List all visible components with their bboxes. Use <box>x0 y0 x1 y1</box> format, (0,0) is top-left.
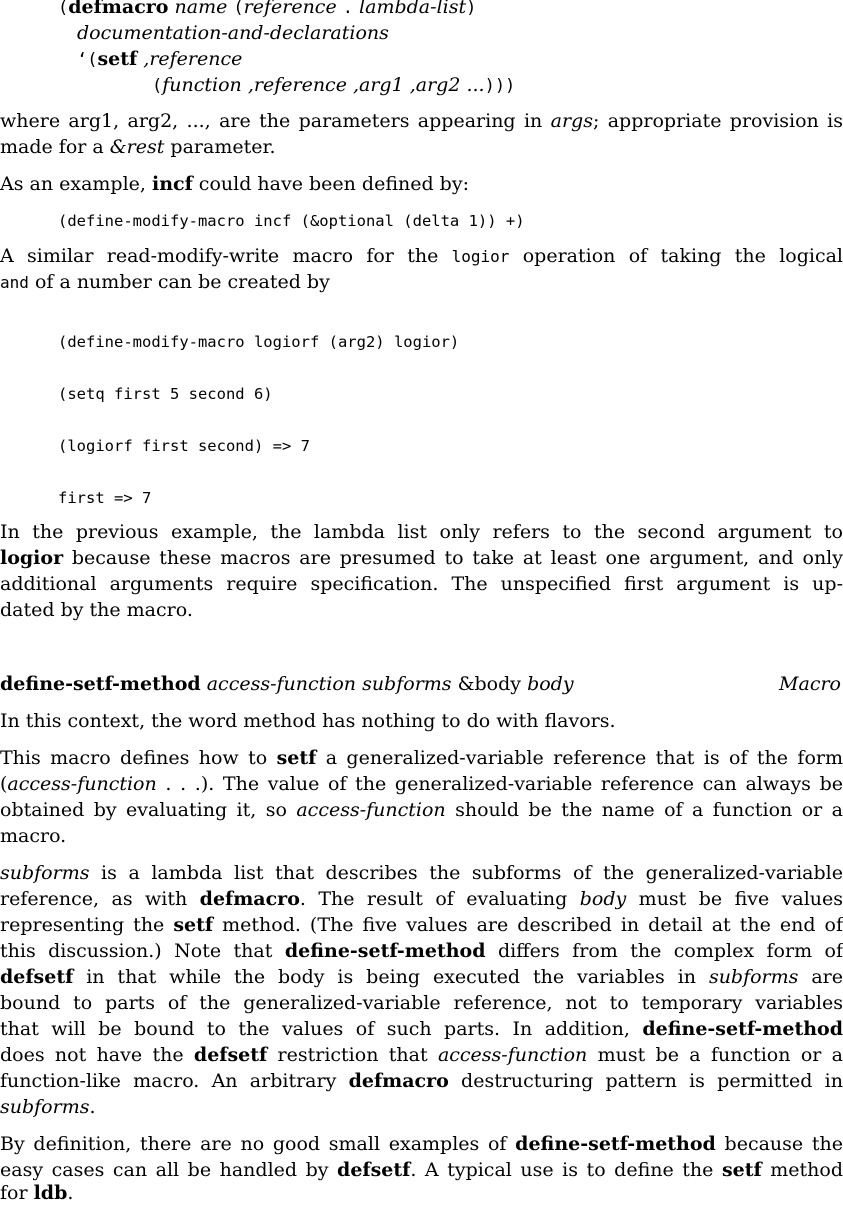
code-line: first => 7 <box>58 489 152 507</box>
param-function: function <box>162 74 242 96</box>
paren: ( <box>233 0 244 18</box>
param-args: ,reference ,arg1 ,arg2 ... <box>247 74 485 96</box>
para-1-line-2: made for a &rest parameter. <box>0 136 276 158</box>
term-rest: &rest <box>109 136 165 158</box>
code-line: (setq first 5 second 6) <box>58 385 273 403</box>
paren: ))) <box>484 76 516 96</box>
dot: . <box>342 0 353 18</box>
body-keyword: &body <box>457 673 522 695</box>
paren: ( <box>152 76 163 96</box>
param-lambda-list: lambda-list <box>359 0 467 18</box>
template-line-1 <box>58 0 476 18</box>
para-8-line-1: By definition, there are no good small examples of define-setf-method because the <box>0 1133 843 1155</box>
term-defsetf: defsetf <box>0 966 74 988</box>
definition-args: access-function subforms <box>206 673 452 695</box>
term-access-function: access-function <box>437 1044 588 1066</box>
term-access-function: access-function <box>296 799 446 821</box>
para-7-line-4: this discussion.) Note that define-setf-method differs from the complex form of <box>0 940 843 962</box>
param-reference: reference <box>243 0 337 18</box>
para-1-line-1: where arg1, arg2, ..., are the parameters appearing in args; appropriate provision is <box>0 110 843 132</box>
para-7-line-7: that will be bound to the values of such parts. In addition, define-setf-method <box>0 1018 843 1040</box>
definition-kind: Macro <box>779 673 841 695</box>
definition-name: define-setf-method <box>0 673 201 695</box>
template-line-4 <box>152 74 515 96</box>
term-subforms: subforms <box>0 1096 90 1118</box>
term-incf: incf <box>151 173 193 195</box>
term-setf: setf <box>721 1159 762 1181</box>
para-6-line-4: macro. <box>0 825 67 847</box>
term-subforms: subforms <box>0 862 90 884</box>
para-3-line-1: A similar read-modify-write macro for the logior operation of taking the logical <box>0 245 843 267</box>
para-2: As an example, incf could have been defined by: <box>0 173 469 195</box>
code-example-incf: (define-modify-macro incf (&optional (delta 1)) +) <box>58 212 525 230</box>
paren: ) <box>466 0 477 18</box>
keyword-setf: setf <box>97 48 138 70</box>
term-logior: logior <box>451 247 510 266</box>
term-defmacro: defmacro <box>199 888 300 910</box>
para-7-line-9: function-like macro. An arbitrary defmacro destructuring pattern is permitted in <box>0 1070 843 1092</box>
param-name: name <box>174 0 228 18</box>
para-7-line-10: subforms. <box>0 1096 96 1118</box>
term-define-setf-method: define-setf-method <box>642 1018 843 1040</box>
term-define-setf-method: define-setf-method <box>515 1133 716 1155</box>
term-args: args <box>550 110 593 132</box>
para-5: In this context, the word method has nothing to do with flavors. <box>0 710 616 732</box>
term-logior: logior <box>0 547 64 569</box>
term-subforms: subforms <box>708 966 799 988</box>
term-defsetf: defsetf <box>337 1159 411 1181</box>
para-4-line-2: logior because these macros are presumed to take at least one argument, and only <box>0 547 843 569</box>
template-line-3 <box>77 48 242 70</box>
para-6-line-3: obtained by evaluating it, so access-function should be the name of a function or a <box>0 799 843 821</box>
term-defsetf: defsetf <box>193 1044 268 1066</box>
term-setf: setf <box>173 914 214 936</box>
definition-body-arg: body <box>527 673 574 695</box>
para-8-line-3: for ldb. <box>0 1182 74 1204</box>
para-6-line-1: This macro defines how to setf a generalized-variable reference that is of the form <box>0 747 843 769</box>
keyword-defmacro: defmacro <box>68 0 169 18</box>
term-define-setf-method: define-setf-method <box>284 940 486 962</box>
para-7-line-6: bound to parts of the generalized-variable reference, not to temporary variables <box>0 992 843 1014</box>
para-4-line-3: additional arguments require specification. The unspecified first argument is up- <box>0 573 843 595</box>
code-line: (define-modify-macro logiorf (arg2) logior) <box>58 333 460 351</box>
code-line: (logiorf first second) => 7 <box>58 437 310 455</box>
para-7-line-8: does not have the defsetf restriction that access-function must be a function or a <box>0 1044 843 1066</box>
para-4-line-4: dated by the macro. <box>0 599 193 621</box>
para-6-line-2: (access-function . . .). The value of the generalized-variable reference can always be <box>0 773 843 795</box>
para-7-line-2: reference, as with defmacro. The result of evaluating body must be five values <box>0 888 843 910</box>
term-body: body <box>579 888 627 910</box>
template-line-2: documentation-and-declarations <box>77 22 389 44</box>
para-8-line-2: easy cases can all be handled by defsetf. A typical use is to define the setf method <box>0 1159 843 1181</box>
term-access-function: access-function <box>7 773 157 795</box>
term-ldb: ldb <box>33 1182 68 1204</box>
para-3-line-2: and of a number can be created by <box>0 271 330 293</box>
term-defmacro: defmacro <box>348 1070 449 1092</box>
definition-heading <box>0 671 843 697</box>
backquote-paren: ‘( <box>77 50 98 70</box>
para-7-line-1: subforms is a lambda list that describes the subforms of the generalized-variable <box>0 862 843 884</box>
paren: ( <box>58 0 69 18</box>
term-setf: setf <box>276 747 317 769</box>
term-and: and <box>0 273 29 292</box>
para-7-line-5: defsetf in that while the body is being executed the variables in subforms are <box>0 966 843 988</box>
para-7-line-3: representing the setf method. (The five values are described in detail at the end of <box>0 914 843 936</box>
param-reference: ,reference <box>143 48 243 70</box>
para-4-line-1: In the previous example, the lambda list only refers to the second argument to <box>0 521 843 543</box>
